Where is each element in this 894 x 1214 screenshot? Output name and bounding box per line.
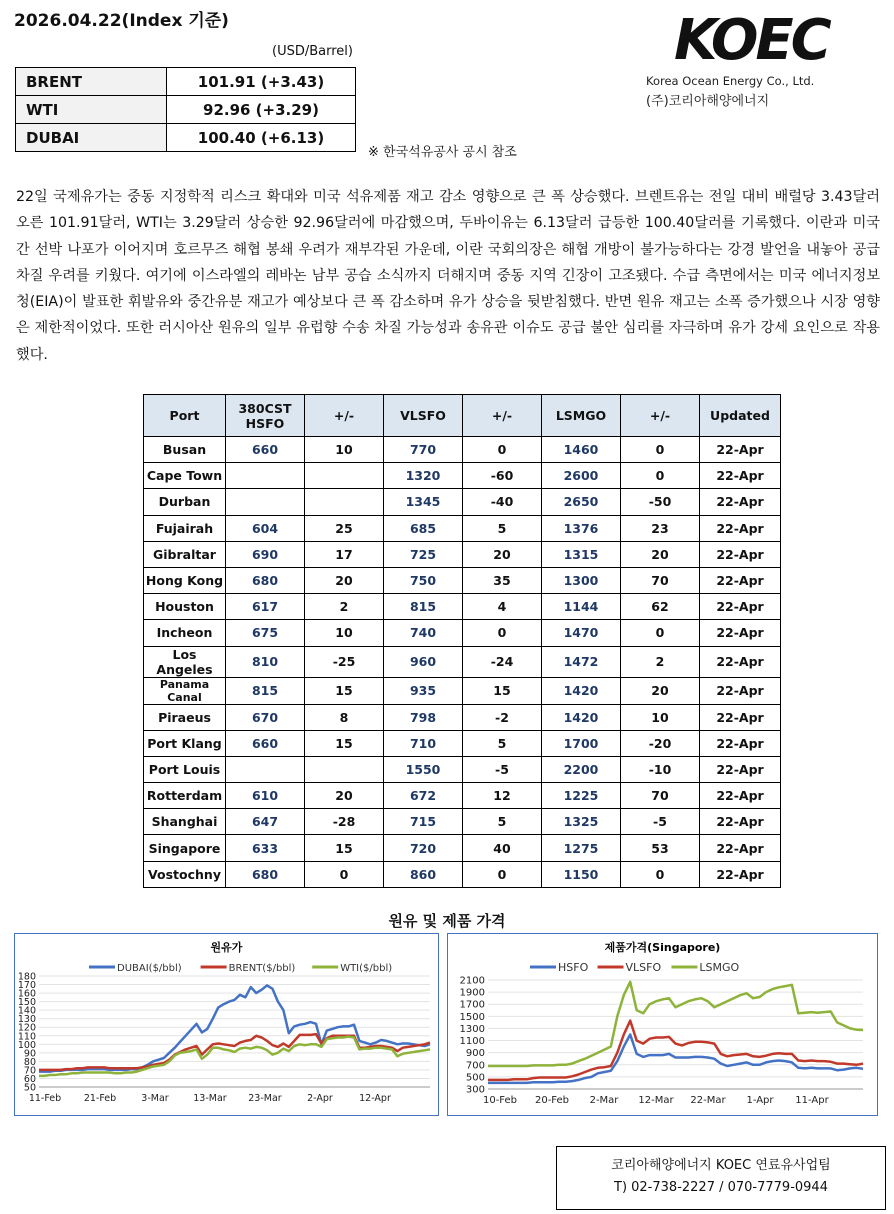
table-cell: 4 bbox=[463, 594, 542, 620]
y-tick-label: 2100 bbox=[459, 975, 485, 987]
table-row bbox=[144, 756, 781, 782]
x-tick-label: 22-Mar bbox=[690, 1095, 726, 1106]
port-name: Port Louis bbox=[144, 756, 226, 782]
port-name: Vostochny bbox=[144, 861, 226, 887]
x-tick-label: 10-Feb bbox=[482, 1095, 518, 1106]
table-cell: 22-Apr bbox=[700, 437, 781, 463]
table-cell: 22-Apr bbox=[700, 567, 781, 593]
table-cell: 22-Apr bbox=[700, 756, 781, 782]
table-cell: 20 bbox=[305, 783, 384, 809]
table-cell: 15 bbox=[463, 677, 542, 704]
table-cell: 1420 bbox=[542, 704, 621, 730]
table-cell: 15 bbox=[305, 677, 384, 704]
table-cell: 22-Apr bbox=[700, 489, 781, 515]
crude-index-table bbox=[15, 67, 356, 152]
table-cell: 960 bbox=[384, 646, 463, 677]
table-row bbox=[144, 567, 781, 593]
legend-label: VLSFO bbox=[625, 961, 662, 974]
table-cell: 53 bbox=[621, 835, 700, 861]
table-cell: 0 bbox=[463, 861, 542, 887]
table-row bbox=[144, 646, 781, 677]
contact-box bbox=[556, 1146, 886, 1210]
crude-row-dubai bbox=[16, 124, 356, 152]
table-cell: 1150 bbox=[542, 861, 621, 887]
table-cell: 1345 bbox=[384, 489, 463, 515]
table-cell: -28 bbox=[305, 809, 384, 835]
table-cell: 35 bbox=[463, 567, 542, 593]
port-name: Panama Canal bbox=[144, 677, 226, 704]
table-cell: 0 bbox=[305, 861, 384, 887]
table-cell: 935 bbox=[384, 677, 463, 704]
x-tick-label: 2-Mar bbox=[589, 1095, 619, 1106]
price-unit: (USD/Barrel) bbox=[272, 44, 353, 59]
table-cell: -24 bbox=[463, 646, 542, 677]
y-tick-label: 1300 bbox=[459, 1023, 485, 1035]
table-cell: 22-Apr bbox=[700, 809, 781, 835]
port-name: Piraeus bbox=[144, 704, 226, 730]
series-line-dubai bbox=[39, 985, 430, 1071]
table-cell: 2 bbox=[305, 594, 384, 620]
port-name: Los Angeles bbox=[144, 646, 226, 677]
table-cell: 12 bbox=[463, 783, 542, 809]
table-cell: 5 bbox=[463, 515, 542, 541]
table-cell: 22-Apr bbox=[700, 515, 781, 541]
crude-price-chart bbox=[14, 933, 439, 1116]
table-cell: 5 bbox=[463, 809, 542, 835]
table-cell: 647 bbox=[226, 809, 305, 835]
table-cell: 20 bbox=[463, 541, 542, 567]
port-name: Busan bbox=[144, 437, 226, 463]
table-cell: 25 bbox=[305, 515, 384, 541]
table-cell: 22-Apr bbox=[700, 463, 781, 489]
table-cell: 810 bbox=[226, 646, 305, 677]
table-cell: 2 bbox=[621, 646, 700, 677]
y-tick-label: 130 bbox=[17, 1014, 36, 1026]
port-name: Hong Kong bbox=[144, 567, 226, 593]
port-name: Gibraltar bbox=[144, 541, 226, 567]
x-tick-label: 13-Mar bbox=[193, 1093, 227, 1104]
table-cell: -50 bbox=[621, 489, 700, 515]
table-cell: 70 bbox=[621, 783, 700, 809]
x-tick-label: 20-Feb bbox=[534, 1095, 570, 1106]
table-cell: 660 bbox=[226, 730, 305, 756]
crude-name: BRENT bbox=[16, 68, 167, 96]
table-cell: 20 bbox=[621, 677, 700, 704]
table-cell: 20 bbox=[305, 567, 384, 593]
y-tick-label: 1100 bbox=[459, 1036, 485, 1048]
column-header: VLSFO bbox=[384, 395, 463, 437]
table-row bbox=[144, 861, 781, 887]
column-header: Port bbox=[144, 395, 226, 437]
chart-title: 원유가 bbox=[210, 941, 243, 954]
table-row bbox=[144, 835, 781, 861]
table-cell: 10 bbox=[621, 704, 700, 730]
table-cell bbox=[226, 489, 305, 515]
crude-value: 92.96 (+3.29) bbox=[167, 96, 356, 124]
table-row bbox=[144, 437, 781, 463]
table-row bbox=[144, 809, 781, 835]
y-tick-label: 1900 bbox=[459, 987, 485, 999]
table-cell: 690 bbox=[226, 541, 305, 567]
table-cell: 740 bbox=[384, 620, 463, 646]
crude-name: DUBAI bbox=[16, 124, 167, 152]
table-cell: 750 bbox=[384, 567, 463, 593]
charts-section-title: 원유 및 제품 가격 bbox=[388, 912, 506, 930]
table-cell: 715 bbox=[384, 809, 463, 835]
legend-label: DUBAI($/bbl) bbox=[117, 963, 182, 974]
table-cell: 22-Apr bbox=[700, 646, 781, 677]
table-cell: 680 bbox=[226, 861, 305, 887]
table-cell: 633 bbox=[226, 835, 305, 861]
table-cell: -10 bbox=[621, 756, 700, 782]
y-tick-label: 120 bbox=[17, 1022, 36, 1034]
table-cell: 1300 bbox=[542, 567, 621, 593]
y-tick-label: 100 bbox=[17, 1039, 36, 1051]
port-name: Houston bbox=[144, 594, 226, 620]
table-cell: 62 bbox=[621, 594, 700, 620]
table-cell: 0 bbox=[463, 437, 542, 463]
table-cell: 860 bbox=[384, 861, 463, 887]
table-cell: -20 bbox=[621, 730, 700, 756]
table-row bbox=[144, 463, 781, 489]
table-cell: 720 bbox=[384, 835, 463, 861]
table-row bbox=[144, 677, 781, 704]
table-cell: 770 bbox=[384, 437, 463, 463]
table-cell: -5 bbox=[621, 809, 700, 835]
table-cell: 22-Apr bbox=[700, 704, 781, 730]
table-cell: 10 bbox=[305, 437, 384, 463]
table-cell: 22-Apr bbox=[700, 783, 781, 809]
table-cell bbox=[305, 463, 384, 489]
table-cell: 22-Apr bbox=[700, 730, 781, 756]
table-row bbox=[144, 620, 781, 646]
report-date: 2026.04.22(Index 기준) bbox=[14, 11, 229, 31]
table-cell: 17 bbox=[305, 541, 384, 567]
y-tick-label: 80 bbox=[23, 1056, 36, 1068]
table-row bbox=[144, 704, 781, 730]
table-cell: 1225 bbox=[542, 783, 621, 809]
table-cell: 1144 bbox=[542, 594, 621, 620]
table-cell: 604 bbox=[226, 515, 305, 541]
contact-phone: T) 02-738-2227 / 070-7779-0944 bbox=[614, 1180, 828, 1195]
table-cell: 670 bbox=[226, 704, 305, 730]
product-price-chart-svg bbox=[448, 934, 877, 1115]
x-tick-label: 12-Apr bbox=[359, 1093, 391, 1104]
table-cell: 1470 bbox=[542, 620, 621, 646]
x-tick-label: 11-Apr bbox=[795, 1095, 829, 1106]
table-cell: 0 bbox=[621, 437, 700, 463]
series-line-lsmgo bbox=[488, 982, 863, 1066]
table-cell: -60 bbox=[463, 463, 542, 489]
table-row bbox=[144, 515, 781, 541]
table-cell: 8 bbox=[305, 704, 384, 730]
table-cell bbox=[226, 463, 305, 489]
table-cell: 680 bbox=[226, 567, 305, 593]
port-name: Cape Town bbox=[144, 463, 226, 489]
table-row bbox=[144, 489, 781, 515]
table-cell: 617 bbox=[226, 594, 305, 620]
x-tick-label: 21-Feb bbox=[83, 1093, 117, 1104]
crude-value: 101.91 (+3.43) bbox=[167, 68, 356, 96]
table-cell bbox=[305, 756, 384, 782]
crude-row-wti bbox=[16, 96, 356, 124]
crude-price-chart-svg bbox=[15, 934, 438, 1115]
column-header: LSMGO bbox=[542, 395, 621, 437]
table-cell: 1325 bbox=[542, 809, 621, 835]
y-tick-label: 160 bbox=[17, 988, 36, 1000]
crude-name: WTI bbox=[16, 96, 167, 124]
table-cell bbox=[305, 489, 384, 515]
table-cell: 22-Apr bbox=[700, 541, 781, 567]
table-cell: 22-Apr bbox=[700, 594, 781, 620]
column-header: +/- bbox=[305, 395, 384, 437]
table-cell: 815 bbox=[384, 594, 463, 620]
table-cell: 610 bbox=[226, 783, 305, 809]
port-name: Fujairah bbox=[144, 515, 226, 541]
port-name: Durban bbox=[144, 489, 226, 515]
table-cell: 1320 bbox=[384, 463, 463, 489]
table-cell: 0 bbox=[621, 861, 700, 887]
table-cell: 2650 bbox=[542, 489, 621, 515]
table-cell: 1550 bbox=[384, 756, 463, 782]
x-tick-label: 11-Feb bbox=[28, 1093, 62, 1104]
y-tick-label: 110 bbox=[17, 1031, 36, 1043]
table-cell: 1376 bbox=[542, 515, 621, 541]
table-cell: 10 bbox=[305, 620, 384, 646]
column-header: Updated bbox=[700, 395, 781, 437]
y-tick-label: 170 bbox=[17, 980, 36, 992]
table-cell: 23 bbox=[621, 515, 700, 541]
y-tick-label: 50 bbox=[23, 1082, 36, 1094]
table-cell: 22-Apr bbox=[700, 861, 781, 887]
table-cell bbox=[226, 756, 305, 782]
y-tick-label: 1700 bbox=[459, 999, 485, 1011]
legend-label: WTI($/bbl) bbox=[340, 963, 393, 974]
table-cell: 70 bbox=[621, 567, 700, 593]
table-cell: 0 bbox=[621, 463, 700, 489]
table-cell: 798 bbox=[384, 704, 463, 730]
table-row bbox=[144, 594, 781, 620]
table-cell: 1460 bbox=[542, 437, 621, 463]
y-tick-label: 500 bbox=[465, 1072, 485, 1084]
table-cell: -5 bbox=[463, 756, 542, 782]
y-tick-label: 700 bbox=[465, 1060, 485, 1072]
table-cell: 1420 bbox=[542, 677, 621, 704]
koec-logo-mark: KOEC bbox=[674, 8, 829, 73]
x-tick-label: 23-Mar bbox=[248, 1093, 282, 1104]
port-name: Singapore bbox=[144, 835, 226, 861]
y-tick-label: 70 bbox=[23, 1065, 36, 1077]
x-tick-label: 1-Apr bbox=[746, 1095, 774, 1106]
y-tick-label: 60 bbox=[23, 1073, 36, 1085]
crude-row-brent bbox=[16, 68, 356, 96]
legend-label: BRENT($/bbl) bbox=[228, 963, 296, 974]
y-tick-label: 150 bbox=[17, 997, 36, 1009]
port-name: Port Klang bbox=[144, 730, 226, 756]
column-header: +/- bbox=[463, 395, 542, 437]
y-tick-label: 1500 bbox=[459, 1011, 485, 1023]
logo-korean-name: (주)코리아해양에너지 bbox=[646, 94, 770, 109]
table-cell: -40 bbox=[463, 489, 542, 515]
logo-english-name: Korea Ocean Energy Co., Ltd. bbox=[646, 74, 815, 88]
table-cell: 2600 bbox=[542, 463, 621, 489]
legend-label: HSFO bbox=[558, 961, 589, 974]
column-header: +/- bbox=[621, 395, 700, 437]
y-tick-label: 90 bbox=[23, 1048, 36, 1060]
port-name: Incheon bbox=[144, 620, 226, 646]
table-cell: 2200 bbox=[542, 756, 621, 782]
table-cell: 660 bbox=[226, 437, 305, 463]
table-cell: 725 bbox=[384, 541, 463, 567]
chart-title: 제품가격(Singapore) bbox=[604, 941, 721, 954]
y-tick-label: 300 bbox=[465, 1084, 485, 1096]
table-cell: 40 bbox=[463, 835, 542, 861]
contact-team: 코리아해양에너지 KOEC 연료유사업팀 bbox=[611, 1158, 831, 1173]
table-cell: 22-Apr bbox=[700, 677, 781, 704]
bunker-price-table bbox=[143, 394, 781, 888]
table-cell: -25 bbox=[305, 646, 384, 677]
x-tick-label: 3-Mar bbox=[141, 1093, 169, 1104]
table-cell: 672 bbox=[384, 783, 463, 809]
table-cell: 5 bbox=[463, 730, 542, 756]
table-cell: -2 bbox=[463, 704, 542, 730]
port-name: Shanghai bbox=[144, 809, 226, 835]
table-cell: 1472 bbox=[542, 646, 621, 677]
series-line-vlsfo bbox=[488, 1021, 863, 1080]
x-tick-label: 2-Apr bbox=[307, 1093, 333, 1104]
column-header: 380CST HSFO bbox=[226, 395, 305, 437]
market-commentary: 22일 국제유가는 중동 지정학적 리스크 확대와 미국 석유제품 재고 감소 영향으로 큰 폭 상승했다. 브렌트유는 전일 대비 배럴당 3.43달러 오른 101.91달러, WTI는 3.29달러 상승한 92.96달러에 마감했으며, 두바이유는 6.13달러 급등한 100.40달러를 기록했다. 이란과 미국 간 선박 나포가 이어지며 호르무즈 해협 봉쇄 우려가 재부각된 가운데, 이란 국회의장은 해협 개방이 불가능하다는 강경 발언을 내놓아 공급 차질 우려를 키웠다. 여기에 이스라엘의 레바논 남부 공습 소식까지 더해지며 중동 지역 긴장이 고조됐다. 수급 측면에서는 미국 에너지정보청(EIA)이 발표한 휘발유와 중간유분 재고가 예상보다 큰 폭 감소하며 유가 상승을 뒷받침했다. 반면 원유 재고는 소폭 증가했으나 시장 영향은 제한적이었다. 또한 러시아산 원유의 일부 유럽향 수송 차질 가능성과 송유관 이슈도 공급 불안 심리를 자극하며 유가 강세 요인으로 작용했다. bbox=[16, 189, 880, 363]
y-tick-label: 140 bbox=[17, 1005, 36, 1017]
table-cell: 0 bbox=[621, 620, 700, 646]
table-row bbox=[144, 730, 781, 756]
table-cell: 1315 bbox=[542, 541, 621, 567]
table-cell: 15 bbox=[305, 835, 384, 861]
series-line-hsfo bbox=[488, 1035, 863, 1083]
table-cell: 22-Apr bbox=[700, 620, 781, 646]
table-cell: 22-Apr bbox=[700, 835, 781, 861]
table-cell: 1275 bbox=[542, 835, 621, 861]
crude-value: 100.40 (+6.13) bbox=[167, 124, 356, 152]
table-cell: 815 bbox=[226, 677, 305, 704]
table-row bbox=[144, 541, 781, 567]
legend-label: LSMGO bbox=[699, 961, 740, 974]
table-cell: 20 bbox=[621, 541, 700, 567]
table-cell: 15 bbox=[305, 730, 384, 756]
table-cell: 0 bbox=[463, 620, 542, 646]
table-row bbox=[144, 783, 781, 809]
table-cell: 685 bbox=[384, 515, 463, 541]
port-name: Rotterdam bbox=[144, 783, 226, 809]
table-cell: 1700 bbox=[542, 730, 621, 756]
y-tick-label: 180 bbox=[17, 971, 36, 983]
product-price-chart bbox=[447, 933, 878, 1116]
y-tick-label: 900 bbox=[465, 1048, 485, 1060]
company-logo bbox=[640, 8, 880, 108]
table-cell: 710 bbox=[384, 730, 463, 756]
x-tick-label: 12-Mar bbox=[638, 1095, 674, 1106]
source-note: ※ 한국석유공사 공시 참조 bbox=[368, 145, 517, 160]
table-cell: 675 bbox=[226, 620, 305, 646]
